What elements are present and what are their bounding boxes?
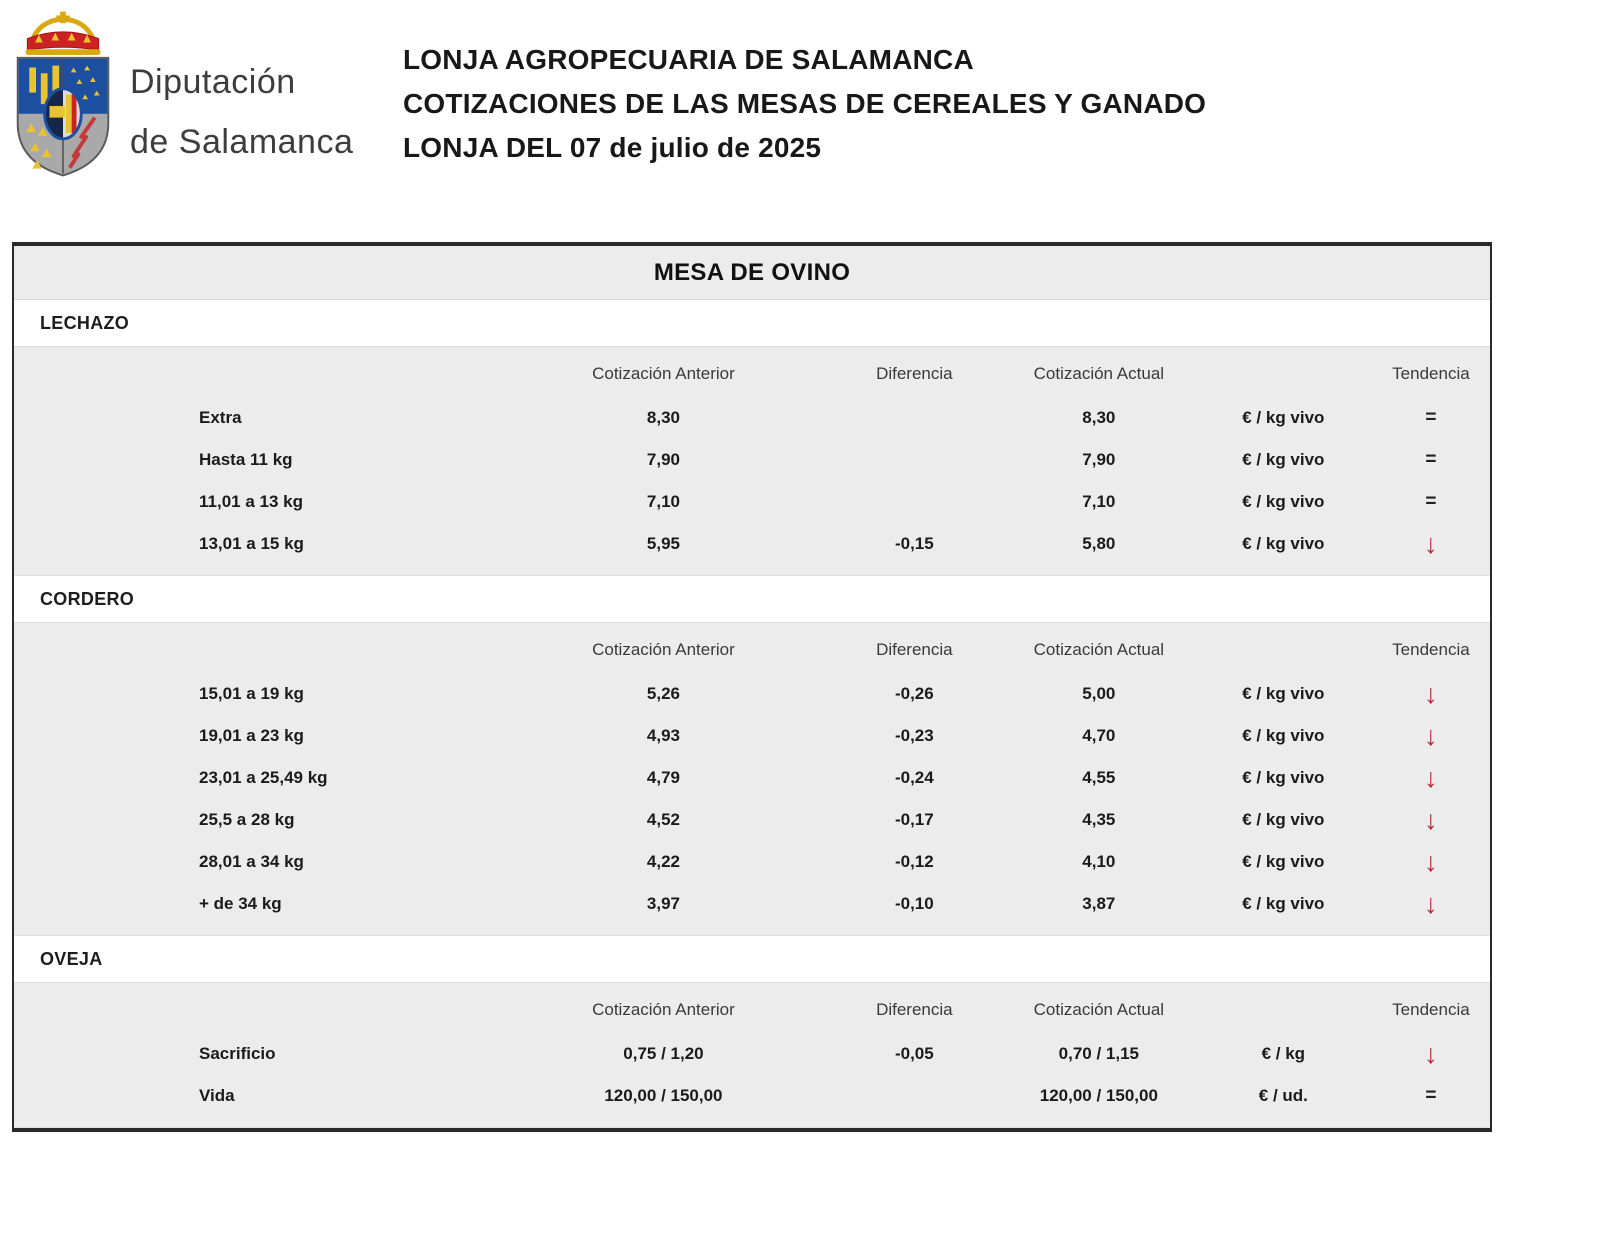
- cotizacion-actual-value: 8,30: [1082, 408, 1116, 427]
- column-header-diferencia: Diferencia: [876, 640, 953, 659]
- section-title-cordero: CORDERO: [14, 576, 1490, 622]
- table-row: [14, 397, 1490, 439]
- row-label: 28,01 a 34 kg: [199, 852, 304, 871]
- column-header-tendencia: Tendencia: [1392, 364, 1470, 383]
- column-header-actual: Cotización Actual: [1033, 364, 1165, 383]
- cotizacion-anterior-value: 4,22: [646, 852, 680, 871]
- trend-down-arrow-icon: ↓: [1424, 1038, 1438, 1069]
- trend-down-arrow-icon: ↓: [1424, 846, 1438, 877]
- column-header-diferencia: Diferencia: [876, 1000, 953, 1019]
- title-line-1: LONJA AGROPECUARIA DE SALAMANCA: [403, 44, 974, 75]
- org-name-line2: de Salamanca: [130, 123, 354, 161]
- table-row: [14, 673, 1490, 715]
- section-block-oveja: [14, 982, 1490, 1128]
- unit-label: € / kg vivo: [1242, 726, 1325, 745]
- cotizacion-actual-value: 4,55: [1082, 768, 1116, 787]
- cotizacion-anterior-value: 4,93: [646, 726, 680, 745]
- row-label: + de 34 kg: [199, 894, 282, 913]
- row-label: Sacrificio: [199, 1044, 276, 1063]
- cotizacion-actual-value: 4,35: [1082, 810, 1116, 829]
- unit-label: € / kg vivo: [1242, 408, 1325, 427]
- diferencia-value: -0,24: [894, 768, 934, 787]
- cotizacion-actual-value: 5,00: [1082, 684, 1116, 703]
- cotizacion-actual-value: 7,90: [1082, 450, 1116, 469]
- diferencia-value: -0,23: [894, 726, 934, 745]
- cotizacion-actual-value: 120,00 / 150,00: [1039, 1086, 1158, 1105]
- row-label: 11,01 a 13 kg: [199, 492, 303, 511]
- diferencia-value: -0,17: [894, 810, 934, 829]
- column-header-actual: Cotización Actual: [1033, 640, 1165, 659]
- cotizacion-actual-value: 0,70 / 1,15: [1058, 1044, 1140, 1063]
- unit-label: € / kg vivo: [1242, 810, 1325, 829]
- title-line-2: COTIZACIONES DE LAS MESAS DE CEREALES Y GANADO: [403, 88, 1207, 119]
- row-label: 19,01 a 23 kg: [199, 726, 304, 745]
- page-header: [10, 8, 353, 180]
- unit-label: € / ud.: [1258, 1086, 1308, 1105]
- column-header-anterior: Cotización Anterior: [592, 364, 735, 383]
- cotizacion-anterior-value: 7,90: [646, 450, 680, 469]
- trend-equal-icon: =: [1425, 449, 1437, 470]
- trend-equal-icon: =: [1425, 407, 1437, 428]
- table-row: [14, 799, 1490, 841]
- cotizacion-actual-value: 4,10: [1082, 852, 1116, 871]
- column-header-anterior: Cotización Anterior: [592, 1000, 735, 1019]
- column-header-diferencia: Diferencia: [876, 364, 953, 383]
- cotizacion-actual-value: 3,87: [1082, 894, 1116, 913]
- column-header-actual: Cotización Actual: [1033, 1000, 1165, 1019]
- table-title: MESA DE OVINO: [14, 246, 1490, 300]
- cotizacion-anterior-value: 5,95: [646, 534, 680, 553]
- cotizacion-anterior-value: 120,00 / 150,00: [604, 1086, 723, 1105]
- diferencia-value: -0,10: [894, 894, 934, 913]
- unit-label: € / kg vivo: [1242, 684, 1325, 703]
- diputacion-coat-of-arms-icon: [10, 8, 116, 180]
- row-label: 25,5 a 28 kg: [199, 810, 295, 829]
- trend-down-arrow-icon: ↓: [1424, 720, 1438, 751]
- cotizacion-anterior-value: 8,30: [646, 408, 680, 427]
- org-name: [130, 52, 353, 180]
- unit-label: € / kg vivo: [1242, 534, 1325, 553]
- document-title-block: [403, 38, 1206, 170]
- row-label: 23,01 a 25,49 kg: [199, 768, 328, 787]
- table-row: [14, 439, 1490, 481]
- trend-down-arrow-icon: ↓: [1424, 678, 1438, 709]
- row-label: 13,01 a 15 kg: [199, 534, 304, 553]
- column-header-row: [14, 987, 1490, 1033]
- section-block-lechazo: [14, 346, 1490, 576]
- table-row: [14, 883, 1490, 925]
- section-block-cordero: [14, 622, 1490, 936]
- trend-down-arrow-icon: ↓: [1424, 762, 1438, 793]
- section-title-oveja: OVEJA: [14, 936, 1490, 982]
- trend-down-arrow-icon: ↓: [1424, 888, 1438, 919]
- unit-label: € / kg vivo: [1242, 492, 1325, 511]
- column-header-tendencia: Tendencia: [1392, 1000, 1470, 1019]
- cotizacion-actual-value: 5,80: [1082, 534, 1116, 553]
- cotizacion-anterior-value: 5,26: [646, 684, 680, 703]
- cotizacion-anterior-value: 4,79: [646, 768, 680, 787]
- cotizacion-anterior-value: 7,10: [646, 492, 680, 511]
- table-row: [14, 481, 1490, 523]
- trend-equal-icon: =: [1425, 1085, 1437, 1106]
- column-header-row: [14, 351, 1490, 397]
- mesa-de-ovino-table: [12, 242, 1492, 1132]
- table-row: [14, 1075, 1490, 1117]
- cotizacion-anterior-value: 0,75 / 1,20: [623, 1044, 704, 1063]
- diferencia-value: -0,26: [894, 684, 934, 703]
- cotizacion-anterior-value: 4,52: [646, 810, 680, 829]
- cotizacion-actual-value: 4,70: [1082, 726, 1116, 745]
- diferencia-value: -0,12: [894, 852, 934, 871]
- unit-label: € / kg vivo: [1242, 450, 1325, 469]
- column-header-tendencia: Tendencia: [1392, 640, 1470, 659]
- column-header-row: [14, 627, 1490, 673]
- table-row: [14, 1033, 1490, 1075]
- trend-down-arrow-icon: ↓: [1424, 528, 1438, 559]
- unit-label: € / kg vivo: [1242, 894, 1325, 913]
- ovino-table-body: [14, 300, 1490, 1128]
- row-label: 15,01 a 19 kg: [199, 684, 304, 703]
- row-label: Hasta 11 kg: [199, 450, 293, 469]
- diferencia-value: -0,05: [894, 1044, 934, 1063]
- unit-label: € / kg: [1261, 1044, 1306, 1063]
- section-title-lechazo: LECHAZO: [14, 300, 1490, 346]
- diferencia-value: -0,15: [894, 534, 934, 553]
- trend-down-arrow-icon: ↓: [1424, 804, 1438, 835]
- table-row: [14, 715, 1490, 757]
- table-row: [14, 841, 1490, 883]
- trend-equal-icon: =: [1425, 491, 1437, 512]
- org-name-line1: Diputación: [130, 63, 296, 101]
- unit-label: € / kg vivo: [1242, 852, 1325, 871]
- title-line-3: LONJA DEL 07 de julio de 2025: [403, 132, 822, 163]
- column-header-anterior: Cotización Anterior: [592, 640, 735, 659]
- unit-label: € / kg vivo: [1242, 768, 1325, 787]
- row-label: Extra: [199, 408, 242, 427]
- table-row: [14, 523, 1490, 565]
- cotizacion-anterior-value: 3,97: [646, 894, 680, 913]
- cotizacion-actual-value: 7,10: [1082, 492, 1116, 511]
- row-label: Vida: [199, 1086, 235, 1105]
- table-row: [14, 757, 1490, 799]
